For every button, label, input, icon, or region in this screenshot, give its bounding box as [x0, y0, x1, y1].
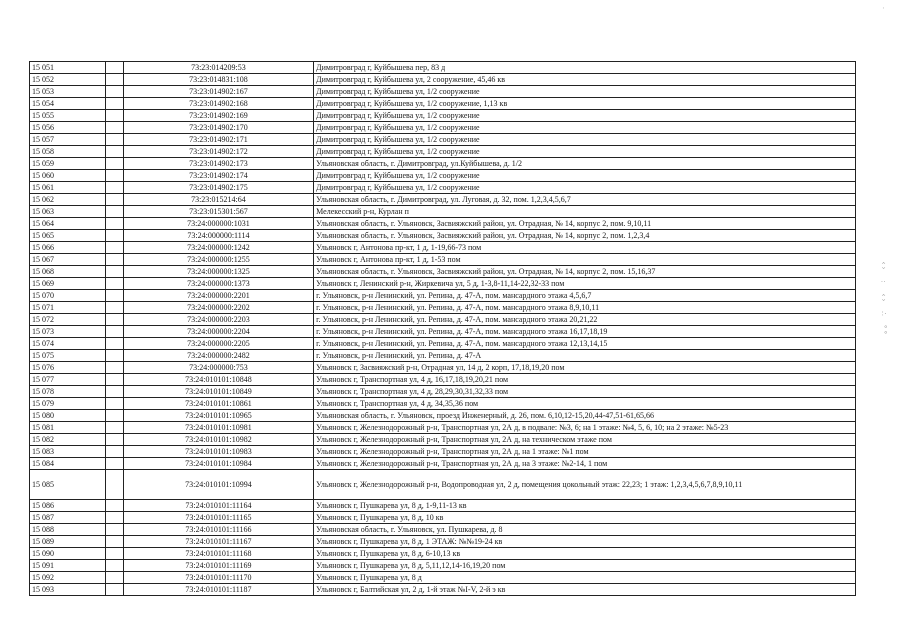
empty-cell [106, 98, 123, 110]
address: Ульяновск г, Пушкарева ул, 8 д, 5,11,12,14-16,19,20 пом [314, 560, 856, 572]
table-row [30, 362, 856, 374]
empty-cell [106, 146, 123, 158]
register-table-body [30, 62, 856, 596]
row-number: 15 062 [30, 194, 106, 206]
address: Ульяновск г, Железнодорожный р-н, Транспортная ул, 2А д, на техническом этаже пом [314, 434, 856, 446]
empty-cell [106, 194, 123, 206]
address: Ульяновск г, Пушкарева ул, 8 д, 1-9,11-13 кв [314, 500, 856, 512]
empty-cell [106, 290, 123, 302]
table-row [30, 446, 856, 458]
cadastral-number: 73:24:010101:11166 [123, 524, 313, 536]
address: Димитровград г, Куйбышева ул, 1/2 сооружение [314, 182, 856, 194]
table-row [30, 146, 856, 158]
cadastral-number: 73:23:014902:167 [123, 86, 313, 98]
empty-cell [106, 350, 123, 362]
cadastral-number: 73:24:010101:10861 [123, 398, 313, 410]
address: Ульяновск г, Транспортная ул, 4 д, 34,35,36 пом [314, 398, 856, 410]
address: Ульяновск г, Пушкарева ул, 8 д, 10 кв [314, 512, 856, 524]
cadastral-number: 73:23:014902:169 [123, 110, 313, 122]
empty-cell [106, 110, 123, 122]
cadastral-number: 73:23:014902:172 [123, 146, 313, 158]
table-row [30, 230, 856, 242]
address: Ульяновск г, Балтийская ул, 2 д, 1-й этаж №I-V, 2-й э кв [314, 584, 856, 596]
cadastral-number: 73:24:010101:10849 [123, 386, 313, 398]
empty-cell [106, 254, 123, 266]
address: Димитровград г, Куйбышева ул, 1/2 сооружение [314, 134, 856, 146]
empty-cell [106, 314, 123, 326]
cadastral-number: 73:24:000000:1031 [123, 218, 313, 230]
empty-cell [106, 122, 123, 134]
address: Ульяновская область, г. Ульяновск, Засвияжский район, ул. Отрадная, № 14, корпус 2, пом. 1,2,3,4 [314, 230, 856, 242]
cadastral-number: 73:24:010101:10994 [123, 470, 313, 500]
cadastral-number: 73:24:010101:10982 [123, 434, 313, 446]
cadastral-number: 73:24:010101:11164 [123, 500, 313, 512]
cadastral-number: 73:24:010101:11165 [123, 512, 313, 524]
row-number: 15 075 [30, 350, 106, 362]
table-row [30, 170, 856, 182]
table-row [30, 302, 856, 314]
row-number: 15 071 [30, 302, 106, 314]
row-number: 15 076 [30, 362, 106, 374]
address: Димитровград г, Куйбышева ул, 1/2 сооружение, 1,13 кв [314, 98, 856, 110]
row-number: 15 092 [30, 572, 106, 584]
row-number: 15 088 [30, 524, 106, 536]
row-number: 15 079 [30, 398, 106, 410]
empty-cell [106, 326, 123, 338]
table-row [30, 470, 856, 500]
address: г. Ульяновск, р-н Ленинский, ул. Репина, д. 47-А, пом. мансардного этажа 20,21,22 [314, 314, 856, 326]
row-number: 15 080 [30, 410, 106, 422]
row-number: 15 087 [30, 512, 106, 524]
table-row [30, 110, 856, 122]
cadastral-number: 73:24:000000:1242 [123, 242, 313, 254]
cadastral-number: 73:24:010101:10984 [123, 458, 313, 470]
table-row [30, 158, 856, 170]
address: Ульяновск г, Транспортная ул, 4 д, 28,29,30,31,32,33 пом [314, 386, 856, 398]
address: Ульяновск г, Антонова пр-кт, 1 д, 1-19,66-73 пом [314, 242, 856, 254]
row-number: 15 053 [30, 86, 106, 98]
address: Димитровград г, Куйбышева ул, 1/2 сооружение [314, 122, 856, 134]
empty-cell [106, 134, 123, 146]
row-number: 15 052 [30, 74, 106, 86]
row-number: 15 091 [30, 560, 106, 572]
table-row [30, 434, 856, 446]
table-row [30, 254, 856, 266]
table-row [30, 278, 856, 290]
cadastral-number: 73:23:014209:53 [123, 62, 313, 74]
address: Ульяновск г, Железнодорожный р-н, Транспортная ул, 2А д, на 3 этаже: №2-14, 1 пом [314, 458, 856, 470]
cadastral-number: 73:23:014902:170 [123, 122, 313, 134]
table-row [30, 74, 856, 86]
row-number: 15 093 [30, 584, 106, 596]
cadastral-number: 73:24:010101:11187 [123, 584, 313, 596]
row-number: 15 057 [30, 134, 106, 146]
address: г. Ульяновск, р-н Ленинский, ул. Репина, д. 47-А, пом. мансардного этажа 12,13,14,15 [314, 338, 856, 350]
cadastral-number: 73:23:014902:175 [123, 182, 313, 194]
empty-cell [106, 572, 123, 584]
address: Ульяновская область, г. Димитровград, ул. Луговая, д. 32, пом. 1,2,3,4,5,6,7 [314, 194, 856, 206]
row-number: 15 077 [30, 374, 106, 386]
row-number: 15 086 [30, 500, 106, 512]
table-row [30, 194, 856, 206]
empty-cell [106, 362, 123, 374]
empty-cell [106, 182, 123, 194]
row-number: 15 067 [30, 254, 106, 266]
cadastral-number: 73:23:014831:108 [123, 74, 313, 86]
row-number: 15 055 [30, 110, 106, 122]
row-number: 15 054 [30, 98, 106, 110]
empty-cell [106, 584, 123, 596]
address: Димитровград г, Куйбышева ул, 1/2 сооружение [314, 170, 856, 182]
empty-cell [106, 470, 123, 500]
table-row [30, 98, 856, 110]
address: Ульяновская область, г. Ульяновск, проезд Инженерный, д. 26, пом. 6,10,12-15,20,44-47,51-61,65,66 [314, 410, 856, 422]
table-row [30, 458, 856, 470]
cadastral-number: 73:24:000000:2204 [123, 326, 313, 338]
row-number: 15 066 [30, 242, 106, 254]
address: Ульяновск г, Ленинский р-н, Жиркевича ул, 5 д, 1-3,8-11,14-22,32-33 пом [314, 278, 856, 290]
cadastral-number: 73:24:010101:10983 [123, 446, 313, 458]
table-row [30, 350, 856, 362]
cadastral-number: 73:23:014902:168 [123, 98, 313, 110]
row-number: 15 059 [30, 158, 106, 170]
address: г. Ульяновск, р-н Ленинский, ул. Репина, д. 47-А, пом. мансардного этажа 4,5,6,7 [314, 290, 856, 302]
table-row [30, 326, 856, 338]
address: Мелекесский р-н, Курлан п [314, 206, 856, 218]
empty-cell [106, 242, 123, 254]
row-number: 15 081 [30, 422, 106, 434]
scan-speck: · [882, 4, 885, 14]
row-number: 15 056 [30, 122, 106, 134]
cadastral-number: 73:24:010101:10981 [123, 422, 313, 434]
row-number: 15 074 [30, 338, 106, 350]
row-number: 15 065 [30, 230, 106, 242]
table-row [30, 122, 856, 134]
table-row [30, 62, 856, 74]
table-row [30, 560, 856, 572]
address: Димитровград г, Куйбышева ул, 2 сооружение, 45,46 кв [314, 74, 856, 86]
empty-cell [106, 386, 123, 398]
empty-cell [106, 74, 123, 86]
address: Димитровград г, Куйбышева ул, 1/2 сооружение [314, 86, 856, 98]
row-number: 15 061 [30, 182, 106, 194]
empty-cell [106, 62, 123, 74]
row-number: 15 072 [30, 314, 106, 326]
address: Ульяновск г, Транспортная ул, 4 д, 16,17,18,19,20,21 пом [314, 374, 856, 386]
register-sheet [29, 61, 856, 596]
register-table [29, 61, 856, 596]
empty-cell [106, 398, 123, 410]
empty-cell [106, 218, 123, 230]
table-row [30, 398, 856, 410]
empty-cell [106, 446, 123, 458]
row-number: 15 068 [30, 266, 106, 278]
table-row [30, 206, 856, 218]
empty-cell [106, 206, 123, 218]
empty-cell [106, 548, 123, 560]
table-row [30, 500, 856, 512]
address: Димитровград г, Куйбышева пер, 83 д [314, 62, 856, 74]
cadastral-number: 73:24:010101:11167 [123, 536, 313, 548]
cadastral-number: 73:24:000000:2482 [123, 350, 313, 362]
cadastral-number: 73:24:010101:10848 [123, 374, 313, 386]
cadastral-number: 73:24:010101:11168 [123, 548, 313, 560]
empty-cell [106, 458, 123, 470]
address: Ульяновск г, Железнодорожный р-н, Водопроводная ул, 2 д, помещения цокольный этаж: 22,23; 1 этаж: 1,2,3,4,5,6,7,8,9,10,11 [314, 470, 856, 500]
cadastral-number: 73:24:000000:2202 [123, 302, 313, 314]
row-number: 15 058 [30, 146, 106, 158]
cadastral-number: 73:24:000000:1255 [123, 254, 313, 266]
row-number: 15 085 [30, 470, 106, 500]
row-number: 15 084 [30, 458, 106, 470]
empty-cell [106, 266, 123, 278]
cadastral-number: 73:24:010101:10965 [123, 410, 313, 422]
address: г. Ульяновск, р-н Ленинский, ул. Репина, д. 47-А, пом. мансардного этажа 16,17,18,19 [314, 326, 856, 338]
cadastral-number: 73:23:015214:64 [123, 194, 313, 206]
address: Ульяновск г, Железнодорожный р-н, Транспортная ул, 2А д, в подвале: №3, 6; на 1 этаже: №4, 5, 6, 10; на 2 этаже: №5-23 [314, 422, 856, 434]
table-row [30, 182, 856, 194]
table-row [30, 512, 856, 524]
empty-cell [106, 536, 123, 548]
table-row [30, 422, 856, 434]
table-row [30, 536, 856, 548]
address: Димитровград г, Куйбышева ул, 1/2 сооружение [314, 146, 856, 158]
cadastral-number: 73:24:000000:1325 [123, 266, 313, 278]
table-row [30, 314, 856, 326]
table-row [30, 134, 856, 146]
address: Ульяновск г, Пушкарева ул, 8 д, 6-10,13 кв [314, 548, 856, 560]
cadastral-number: 73:23:014902:173 [123, 158, 313, 170]
empty-cell [106, 170, 123, 182]
address: Ульяновская область, г. Ульяновск, Засвияжский район, ул. Отрадная, № 14, корпус 2, пом. 9,10,11 [314, 218, 856, 230]
empty-cell [106, 434, 123, 446]
address: г. Ульяновск, р-н Ленинский, ул. Репина, д. 47-А [314, 350, 856, 362]
row-number: 15 089 [30, 536, 106, 548]
row-number: 15 064 [30, 218, 106, 230]
row-number: 15 073 [30, 326, 106, 338]
cadastral-number: 73:24:000000:2203 [123, 314, 313, 326]
table-row [30, 86, 856, 98]
table-row [30, 524, 856, 536]
empty-cell [106, 524, 123, 536]
cadastral-number: 73:24:000000:2205 [123, 338, 313, 350]
row-number: 15 060 [30, 170, 106, 182]
address: г. Ульяновск, р-н Ленинский, ул. Репина, д. 47-А, пом. мансардного этажа 8,9,10,11 [314, 302, 856, 314]
row-number: 15 082 [30, 434, 106, 446]
table-row [30, 266, 856, 278]
row-number: 15 063 [30, 206, 106, 218]
empty-cell [106, 422, 123, 434]
address: Ульяновск г, Пушкарева ул, 8 д, 1 ЭТАЖ: №№19-24 кв [314, 536, 856, 548]
empty-cell [106, 158, 123, 170]
empty-cell [106, 278, 123, 290]
table-row [30, 386, 856, 398]
address: Ульяновск г, Железнодорожный р-н, Транспортная ул, 2А д, на 1 этаже: №1 пом [314, 446, 856, 458]
cadastral-number: 73:24:010101:11169 [123, 560, 313, 572]
row-number: 15 070 [30, 290, 106, 302]
empty-cell [106, 410, 123, 422]
cadastral-number: 73:24:010101:11170 [123, 572, 313, 584]
cadastral-number: 73:23:014902:174 [123, 170, 313, 182]
address: Ульяновская область, г. Димитровград, ул.Куйбышева, д. 1/2 [314, 158, 856, 170]
row-number: 15 069 [30, 278, 106, 290]
empty-cell [106, 302, 123, 314]
cadastral-number: 73:23:015301:567 [123, 206, 313, 218]
row-number: 15 051 [30, 62, 106, 74]
table-row [30, 548, 856, 560]
empty-cell [106, 512, 123, 524]
margin-scribble: ‹ › : ‹ › ∴ ° ° [879, 261, 888, 335]
table-row [30, 584, 856, 596]
address: Ульяновская область, г. Ульяновск, ул. Пушкарева, д. 8 [314, 524, 856, 536]
address: Димитровград г, Куйбышева ул, 1/2 сооружение [314, 110, 856, 122]
cadastral-number: 73:24:000000:1114 [123, 230, 313, 242]
address: Ульяновск г, Засвияжский р-н, Отрадная ул, 14 д, 2 корп, 17,18,19,20 пом [314, 362, 856, 374]
empty-cell [106, 374, 123, 386]
cadastral-number: 73:24:000000:753 [123, 362, 313, 374]
empty-cell [106, 500, 123, 512]
empty-cell [106, 560, 123, 572]
address: Ульяновск г, Пушкарева ул, 8 д [314, 572, 856, 584]
row-number: 15 083 [30, 446, 106, 458]
table-row [30, 242, 856, 254]
address: Ульяновск г, Антонова пр-кт, 1 д, 1-53 пом [314, 254, 856, 266]
row-number: 15 078 [30, 386, 106, 398]
table-row [30, 290, 856, 302]
address: Ульяновская область, г. Ульяновск, Засвияжский район, ул. Отрадная, № 14, корпус 2, пом. 15,16,37 [314, 266, 856, 278]
table-row [30, 218, 856, 230]
table-row [30, 374, 856, 386]
empty-cell [106, 230, 123, 242]
table-row [30, 572, 856, 584]
table-row [30, 338, 856, 350]
cadastral-number: 73:23:014902:171 [123, 134, 313, 146]
empty-cell [106, 86, 123, 98]
empty-cell [106, 338, 123, 350]
table-row [30, 410, 856, 422]
row-number: 15 090 [30, 548, 106, 560]
cadastral-number: 73:24:000000:2201 [123, 290, 313, 302]
cadastral-number: 73:24:000000:1373 [123, 278, 313, 290]
